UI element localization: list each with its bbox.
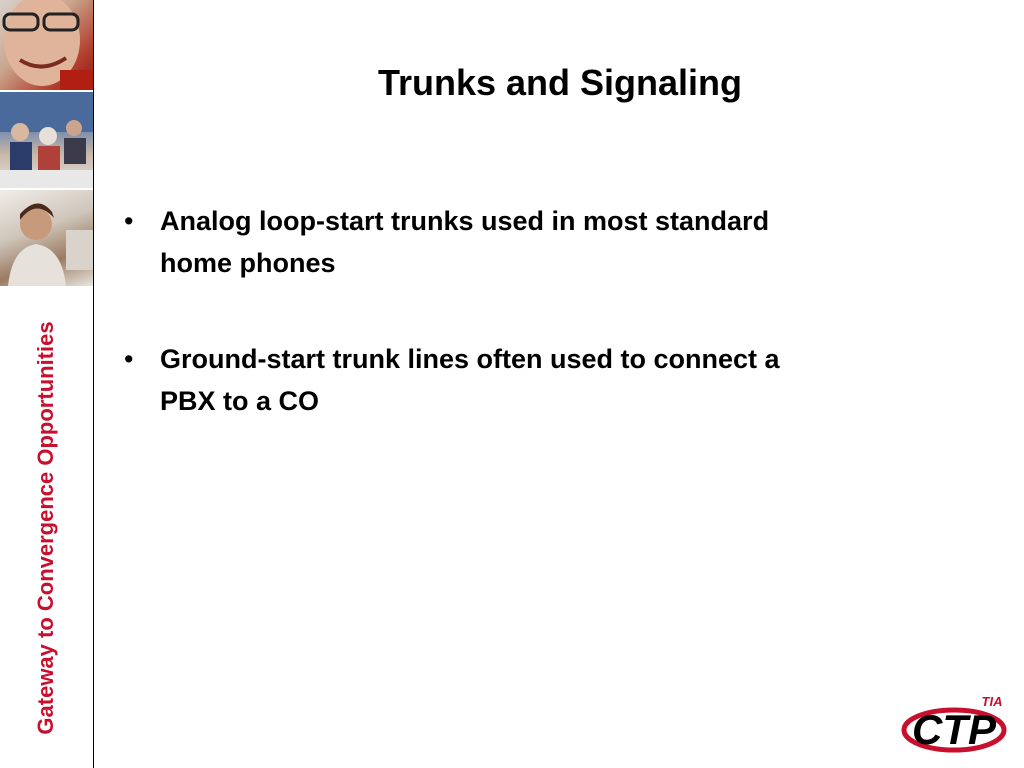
bullet-item <box>112 200 812 284</box>
photo-man-with-glasses <box>0 0 93 90</box>
bullet-item <box>112 338 812 422</box>
slide-title: Trunks and Signaling <box>377 62 743 103</box>
logo-text: CTP <box>912 706 996 753</box>
bullet-dot-icon: • <box>124 206 134 236</box>
logo-superscript: TIA <box>981 694 1003 709</box>
bullet-dot-icon: • <box>124 344 134 374</box>
photo-office-group <box>0 92 93 188</box>
bullet-text: Ground-start trunk lines often used to connect a PBX to a CO <box>160 344 780 416</box>
bullet-text: Analog loop-start trunks used in most standard home phones <box>160 206 770 278</box>
sidebar-tagline: Gateway to Convergence Opportunities <box>33 321 58 735</box>
bullet-list <box>112 200 812 476</box>
sidebar <box>0 0 94 768</box>
photo-woman-at-desk <box>0 190 93 286</box>
ctp-logo <box>896 690 1010 756</box>
